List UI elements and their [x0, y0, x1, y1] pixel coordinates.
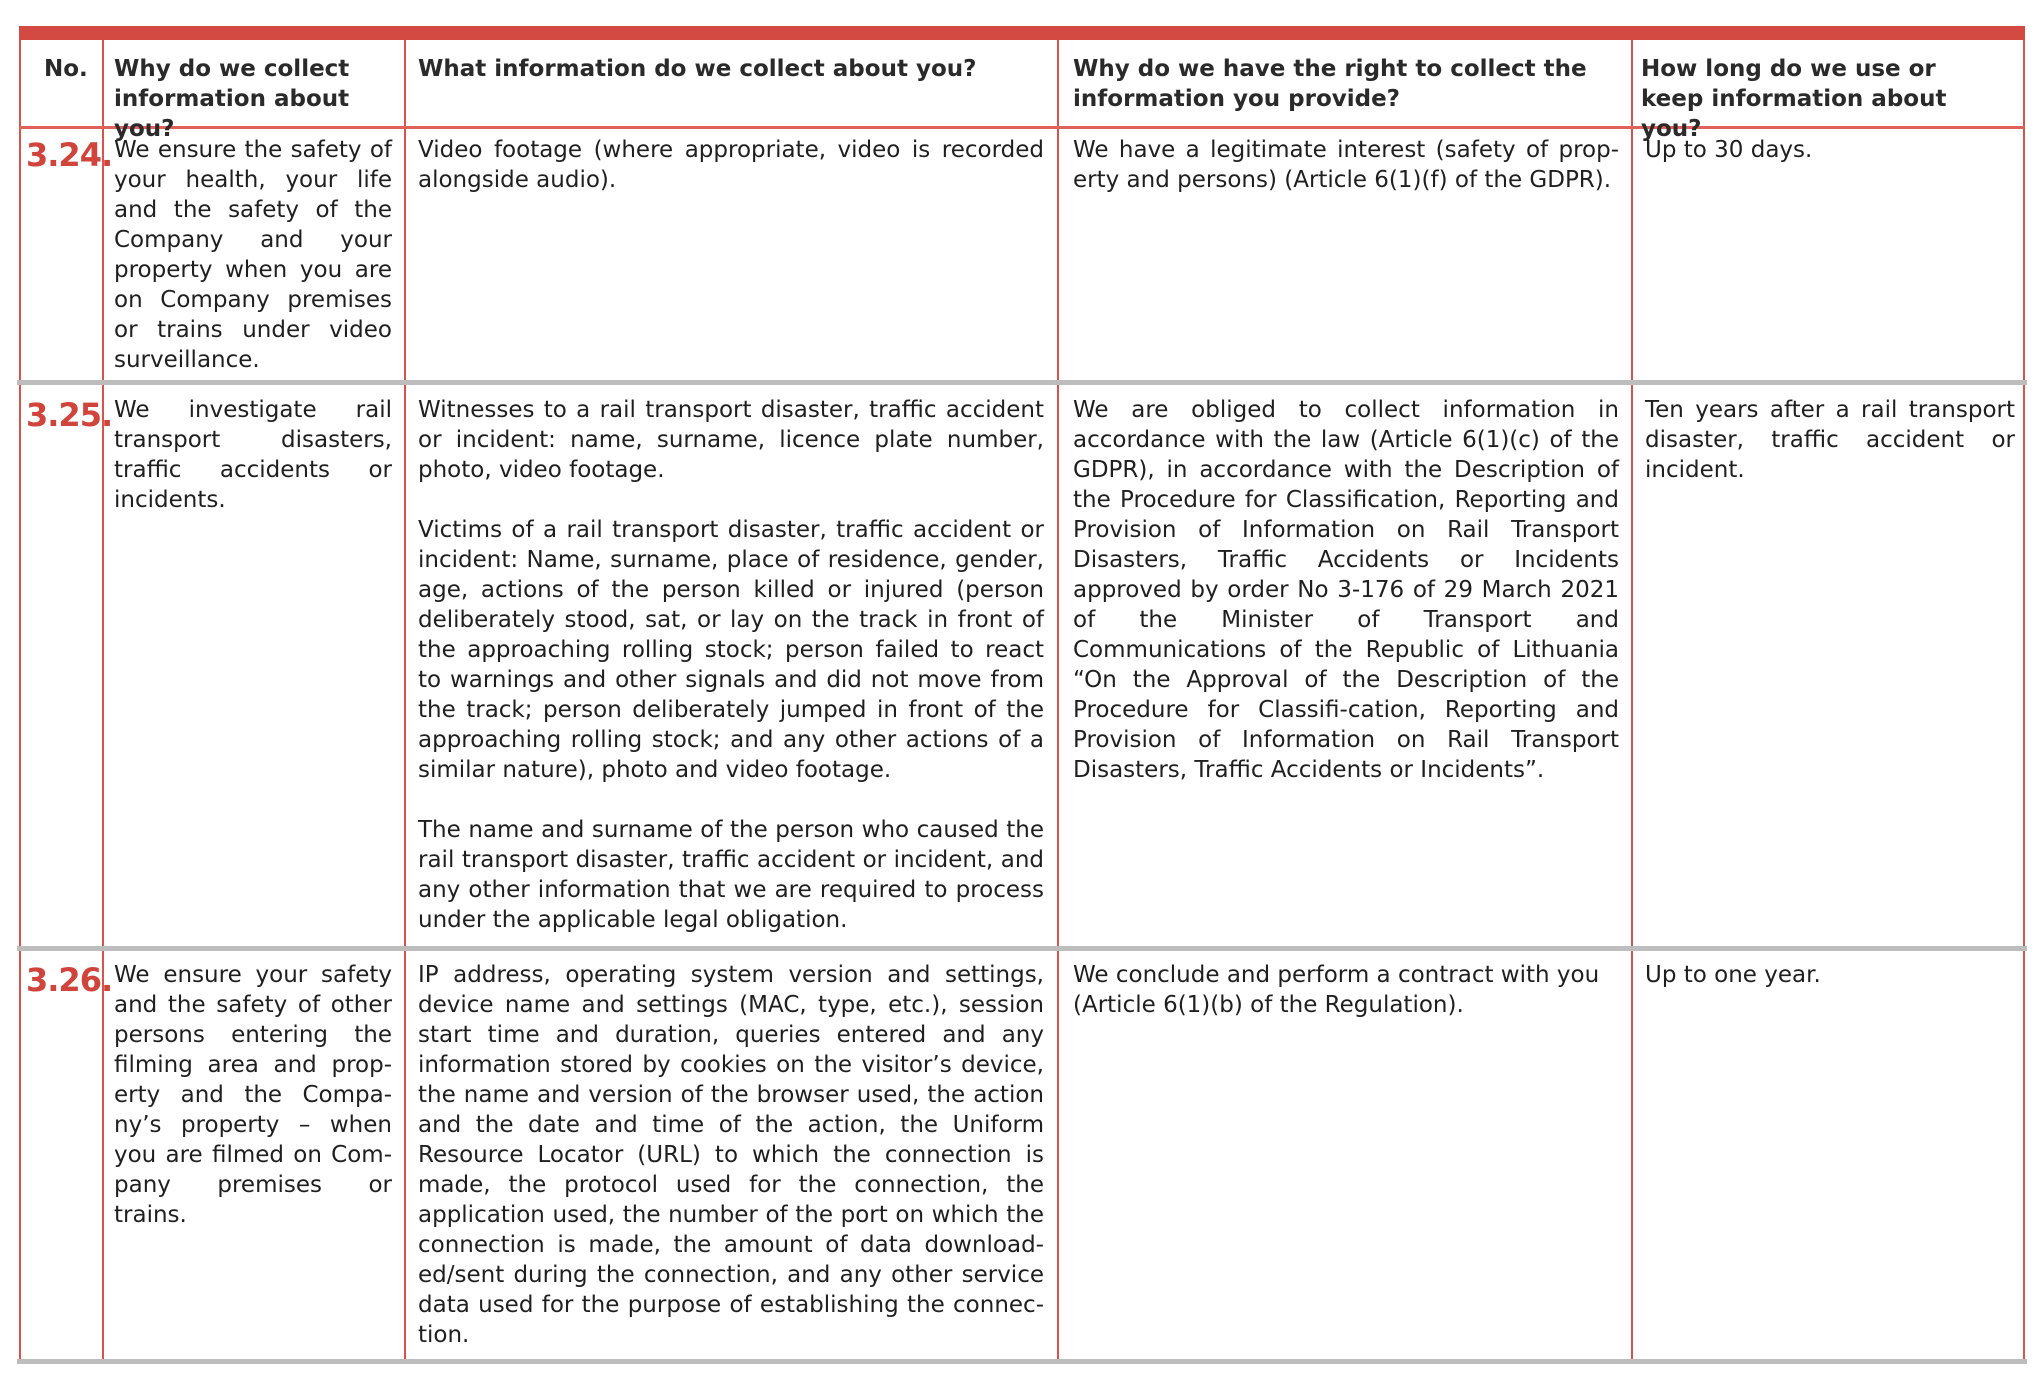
- header-why-collect: Why do we collect information about you?: [114, 56, 350, 142]
- row-number: 3.26.: [26, 961, 113, 999]
- table-top-accent-bar: [19, 26, 2025, 40]
- row-legal-basis: We have a legitimate interest (safety of prop-erty and persons) (Article 6(1)(f) of the GDPR).: [1073, 137, 1619, 193]
- row-retention: Ten years after a rail transport disaster, traffic accident or incident.: [1645, 397, 2015, 483]
- row-purpose: We investigate rail transport disasters, traffic accidents or incidents.: [114, 397, 392, 513]
- row-legal-basis: We are obliged to collect information in accordance with the law (Article 6(1)(c) of the GDPR), in accordance with the Description of the Procedure for Classification, Reporting and Provision of Information on Rail Transport Disasters, Traffic Accidents or Incidents approved by order No 3-176 of 29 March 2021 of the Minister of Transport and Communications of the Republic of Lithuania “On the Approval of the Description of the Procedure for Classifi-cation, Reporting and Provision of Information on Rail Transport Disasters, Traffic Accidents or Incidents”.: [1073, 397, 1619, 783]
- column-divider-4: [1631, 40, 1633, 1362]
- column-divider-2: [404, 40, 406, 1362]
- information-paragraph-perpetrator: The name and surname of the person who caused the rail transport disaster, traffic accident or incident, and any other information that we are required to process under the applicable legal obligation.: [418, 817, 1044, 933]
- header-retention: How long do we use or keep information about you?: [1641, 56, 1947, 142]
- information-paragraph-witnesses: Witnesses to a rail transport disaster, traffic accident or incident: name, surname, licence plate number, photo, video footage.: [418, 397, 1044, 483]
- row-purpose: We ensure your safety and the safety of other persons entering the filming area and prop-erty and the Compa-ny’s property – when you are filmed on Com-pany premises or trains.: [114, 962, 392, 1228]
- table-bottom-border: [17, 1359, 2027, 1364]
- information-paragraph: IP address, operating system version and settings, device name and settings (MAC, type, etc.), session start time and duration, queries entered and any information stored by cookies on the visitor’s device, the name and version of the browser used, the action and the date and time of the action, the Uniform Resource Locator (URL) to which the connection is made, the protocol used for the connection, the application used, the number of the port on which the connection is made, the amount of data download-ed/sent during the connection, and any other service data used for the purpose of establishing the connec-tion.: [418, 962, 1044, 1348]
- header-legal-basis: Why do we have the right to collect the information you provide?: [1073, 56, 1587, 112]
- column-divider-1: [102, 40, 104, 1362]
- row-purpose: We ensure the safety of your health, your life and the safety of the Company and your property when you are on Company premises or trains under video surveillance.: [114, 137, 392, 373]
- row-information: [418, 395, 1044, 935]
- table-border-left: [19, 40, 21, 1362]
- information-paragraph: Video footage (where appropriate, video is recorded alongside audio).: [418, 137, 1044, 193]
- row-legal-basis: We conclude and perform a contract with you (Article 6(1)(b) of the Regulation).: [1073, 962, 1600, 1018]
- table-border-right: [2023, 40, 2025, 1362]
- row-information: [418, 135, 1044, 195]
- row-retention: Up to 30 days.: [1645, 137, 1813, 163]
- row-number: 3.24.: [26, 136, 113, 174]
- information-paragraph-victims: Victims of a rail transport disaster, traffic accident or incident: Name, surname, place of residence, gender, age, actions of the person killed or injured (person deliberately stood, sat, or lay on the track in front of the approaching rolling stock; person failed to react to warnings and other signals and did not move from the track; person deliberately jumped in front of the approaching rolling stock; and any other actions of a similar nature), photo and video footage.: [418, 517, 1044, 783]
- row-separator-2: [17, 946, 2027, 951]
- header-no: No.: [44, 56, 88, 82]
- column-divider-3: [1057, 40, 1059, 1362]
- row-number: 3.25.: [26, 396, 113, 434]
- row-information: [418, 960, 1044, 1350]
- header-what-information: What information do we collect about you?: [418, 56, 977, 82]
- row-retention: Up to one year.: [1645, 962, 1821, 988]
- row-separator-1: [17, 380, 2027, 385]
